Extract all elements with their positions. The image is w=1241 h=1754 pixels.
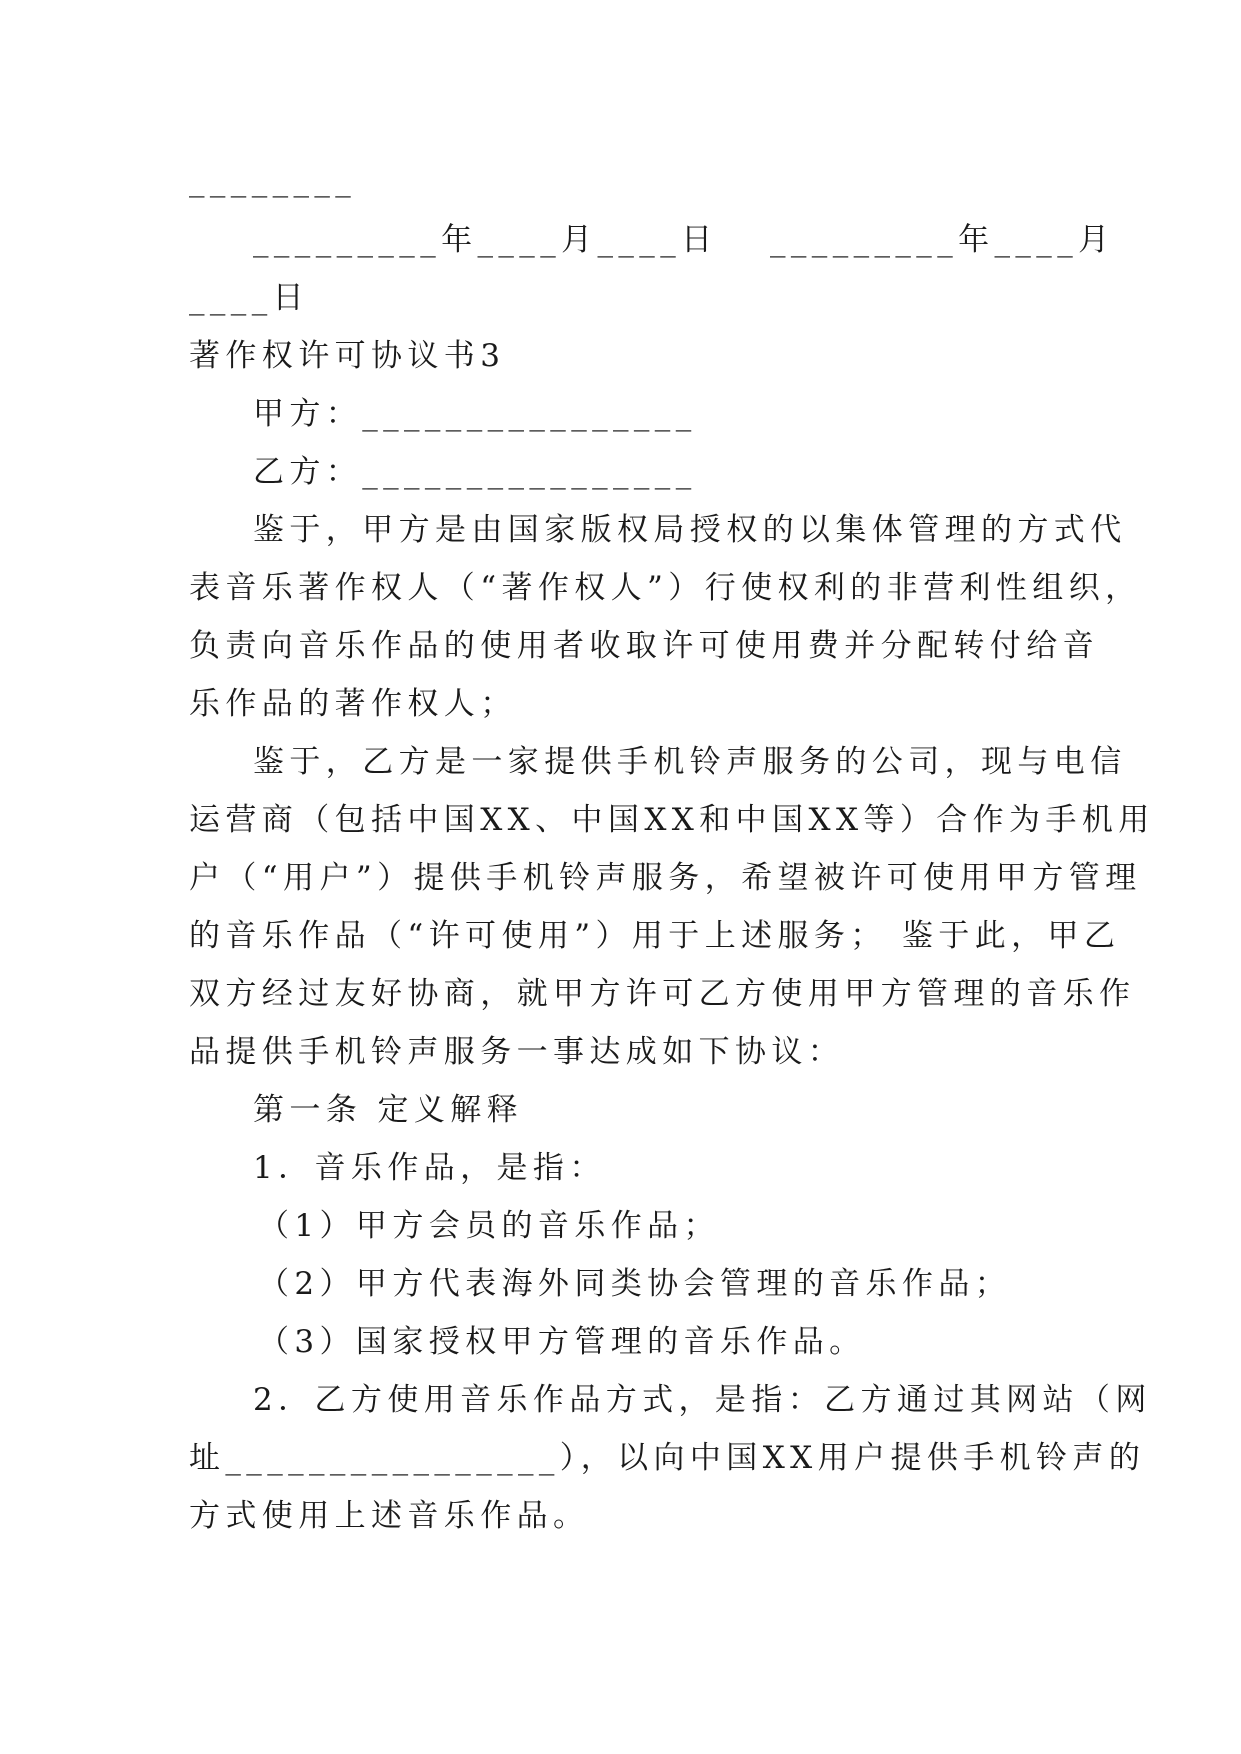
date-line-right: _________年____月 [770, 222, 1115, 258]
article-heading: 第一条 定义解释 [253, 1092, 524, 1128]
party-b-line: 乙方：________________ [253, 454, 697, 490]
paragraph-line: 鉴于，乙方是一家提供手机铃声服务的公司，现与电信 [253, 744, 1127, 780]
date-line-day: ____日 [189, 280, 309, 316]
document-title: 著作权许可协议书3 [189, 338, 506, 374]
list-item: （1）甲方会员的音乐作品； [258, 1208, 720, 1244]
clause-line: 方式使用上述音乐作品。 [189, 1498, 590, 1534]
list-item: （2）甲方代表海外同类协会管理的音乐作品； [258, 1266, 1012, 1302]
paragraph-line: 表音乐著作权人（“著作权人”）行使权利的非营利性组织， [189, 570, 1142, 606]
paragraph-line: 运营商（包括中国XX、中国XX和中国XX等）合作为手机用 [189, 802, 1155, 838]
paragraph-line: 户（“用户”）提供手机铃声服务，希望被许可使用甲方管理 [189, 860, 1142, 896]
clause-line: 2．乙方使用音乐作品方式，是指：乙方通过其网站（网 [253, 1382, 1152, 1418]
paragraph-line: 品提供手机铃声服务一事达成如下协议： [189, 1034, 845, 1070]
clause-line: 1．音乐作品，是指： [253, 1150, 606, 1186]
paragraph-line: 乐作品的著作权人； [189, 686, 517, 722]
date-line-left: _________年____月____日 [253, 222, 718, 258]
clause-line: 址________________），以向中国XX用户提供手机铃声的 [189, 1440, 1146, 1476]
paragraph-line: 负责向音乐作品的使用者收取许可使用费并分配转付给音 [189, 628, 1099, 664]
paragraph-line: 双方经过友好协商，就甲方许可乙方使用甲方管理的音乐作 [189, 976, 1136, 1012]
list-item: （3）国家授权甲方管理的音乐作品。 [258, 1324, 866, 1360]
party-a-line: 甲方：________________ [253, 396, 697, 432]
signature-line: ________ [189, 162, 357, 198]
paragraph-line: 的音乐作品（“许可使用”）用于上述服务； 鉴于此，甲乙 [189, 918, 1121, 954]
paragraph-line: 鉴于，甲方是由国家版权局授权的以集体管理的方式代 [253, 512, 1127, 548]
